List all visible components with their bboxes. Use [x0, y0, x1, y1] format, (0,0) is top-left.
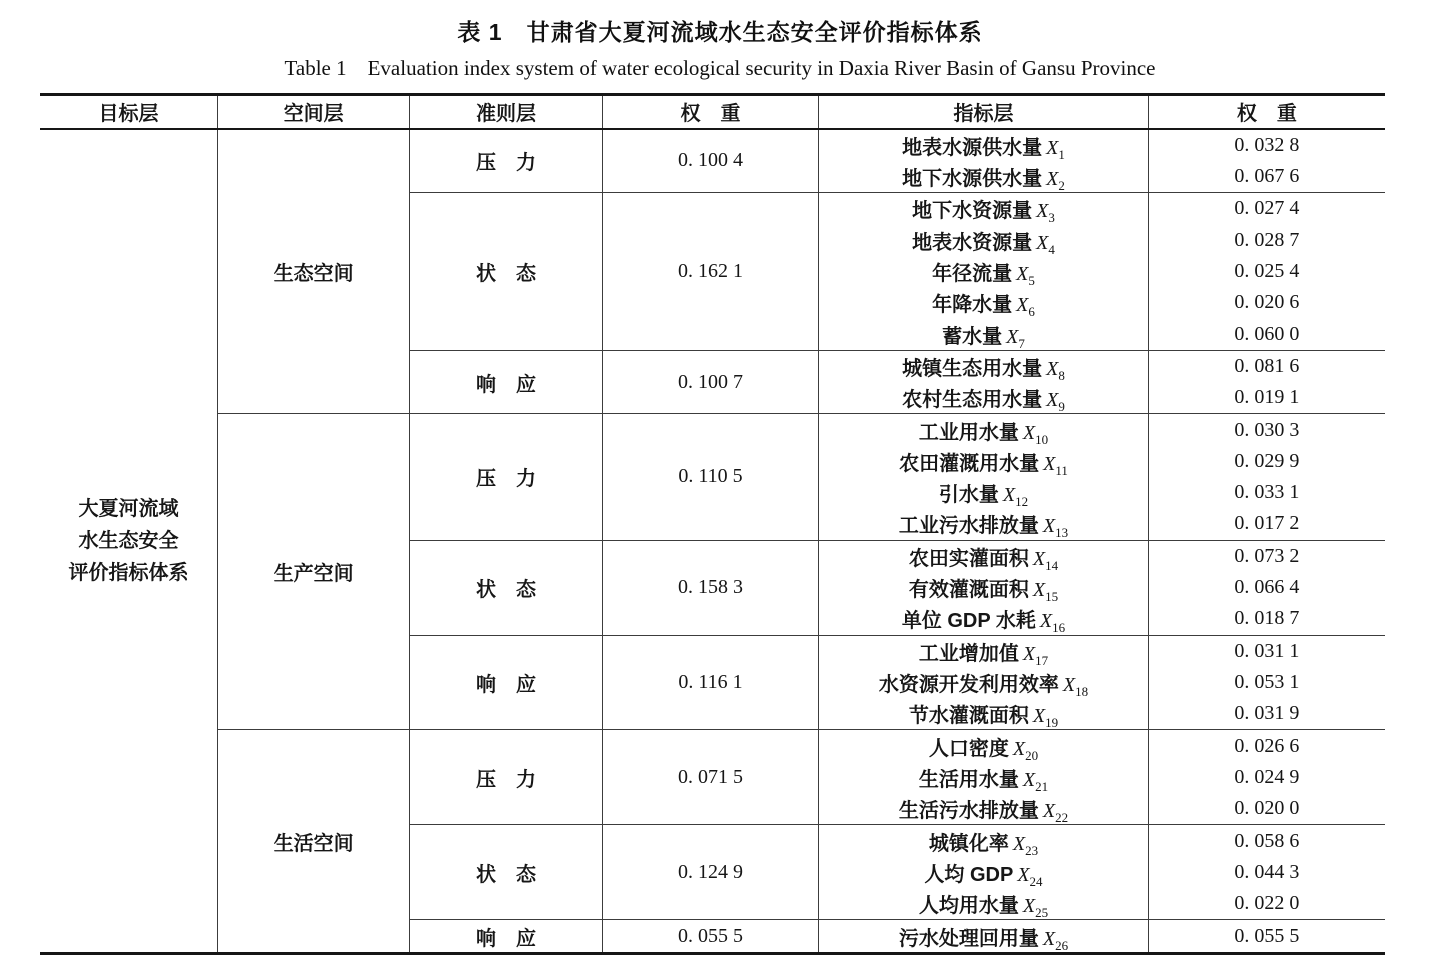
indicator-cell: [819, 572, 1149, 603]
indicator-weight-cell: 0. 027 4: [1148, 193, 1385, 225]
variable-symbol: X: [1012, 737, 1026, 760]
indicator-name: 农田灌溉用水量: [899, 452, 1040, 475]
indicator-cell: [819, 129, 1149, 161]
indicator-weight-cell: 0. 060 0: [1148, 318, 1385, 350]
indicator-variable: [1012, 832, 1039, 858]
variable-subscript: 8: [1058, 367, 1065, 383]
criterion-weight-cell: 0. 071 5: [602, 730, 819, 825]
variable-subscript: 7: [1018, 335, 1025, 351]
variable-subscript: 5: [1028, 272, 1035, 288]
indicator-name: 人均 GDP: [924, 863, 1014, 886]
table-row: [40, 129, 1385, 161]
variable-symbol: X: [1002, 484, 1016, 507]
variable-subscript: 17: [1035, 652, 1049, 668]
space-layer-cell: 生活空间: [218, 730, 410, 954]
indicator-variable: [1022, 895, 1049, 921]
indicator-variable: [1036, 200, 1055, 226]
indicator-name: 人口密度: [928, 737, 1009, 760]
variable-subscript: 1: [1058, 146, 1065, 162]
indicator-variable: [1012, 737, 1039, 763]
variable-symbol: X: [1042, 927, 1056, 950]
criterion-weight-cell: 0. 124 9: [602, 825, 819, 920]
target-layer-line: 评价指标体系: [68, 561, 189, 584]
indicator-cell: [819, 161, 1149, 193]
variable-symbol: X: [1062, 673, 1076, 696]
indicator-cell: [819, 762, 1149, 793]
indicator-variable: [1043, 452, 1068, 478]
indicator-cell: [819, 667, 1149, 698]
indicator-variable: [1006, 325, 1025, 351]
indicator-weight-cell: 0. 081 6: [1148, 350, 1385, 382]
variable-symbol: X: [1006, 325, 1019, 348]
variable-subscript: 25: [1035, 905, 1049, 921]
variable-symbol: X: [1036, 231, 1049, 254]
variable-subscript: 6: [1028, 304, 1035, 320]
indicator-cell: [819, 603, 1149, 635]
variable-symbol: X: [1046, 357, 1059, 380]
indicator-variable: [1036, 231, 1055, 257]
indicator-variable: [1022, 421, 1049, 447]
header-row: [40, 95, 1385, 129]
variable-subscript: 10: [1035, 431, 1049, 447]
indicator-variable: [1017, 863, 1043, 889]
criterion-cell: 响 应: [410, 350, 602, 414]
variable-symbol: X: [1036, 200, 1049, 223]
indicator-weight-cell: 0. 029 9: [1148, 446, 1385, 477]
criterion-weight-cell: 0. 100 4: [602, 129, 819, 193]
indicator-weight-cell: 0. 028 7: [1148, 225, 1385, 256]
variable-subscript: 19: [1045, 715, 1059, 731]
variable-symbol: X: [1046, 389, 1059, 412]
variable-symbol: X: [1022, 768, 1036, 791]
variable-symbol: X: [1016, 294, 1029, 317]
header-indicator-layer: 指标层: [819, 95, 1149, 129]
indicator-variable: [1042, 927, 1069, 953]
indicator-cell: [819, 857, 1149, 888]
variable-symbol: X: [1046, 136, 1059, 159]
criterion-weight-cell: 0. 158 3: [602, 540, 819, 635]
indicator-variable: [1062, 673, 1089, 699]
indicator-name: 农村生态用水量: [902, 389, 1043, 412]
header-criterion-weight: 权 重: [602, 95, 819, 129]
indicator-name: 城镇生态用水量: [902, 357, 1043, 380]
criterion-cell: 压 力: [410, 414, 602, 540]
indicator-name: 人均用水量: [918, 895, 1019, 918]
indicator-name: 生活用水量: [918, 768, 1019, 791]
indicator-variable: [1046, 389, 1065, 415]
indicator-weight-cell: 0. 067 6: [1148, 161, 1385, 193]
indicator-weight-cell: 0. 020 0: [1148, 793, 1385, 825]
criterion-cell: 状 态: [410, 825, 602, 920]
criterion-weight-cell: 0. 100 7: [602, 350, 819, 414]
criterion-weight-cell: 0. 162 1: [602, 193, 819, 351]
indicator-variable: [1032, 705, 1059, 731]
variable-symbol: X: [1042, 800, 1056, 823]
variable-subscript: 18: [1075, 683, 1089, 699]
criterion-cell: 响 应: [410, 920, 602, 954]
indicator-name: 单位 GDP 水耗: [901, 610, 1036, 633]
indicator-variable: [1002, 484, 1029, 510]
indicator-cell: [819, 225, 1149, 256]
indicator-name: 工业污水排放量: [898, 515, 1039, 538]
target-layer-line: 水生态安全: [78, 529, 179, 552]
variable-subscript: 11: [1055, 462, 1068, 478]
indicator-name: 农田实灌面积: [908, 547, 1029, 570]
indicator-cell: [819, 635, 1149, 667]
indicator-name: 节水灌溉面积: [908, 705, 1029, 728]
indicator-weight-cell: 0. 032 8: [1148, 129, 1385, 161]
indicator-cell: [819, 382, 1149, 414]
variable-symbol: X: [1032, 547, 1046, 570]
indicator-cell: [819, 414, 1149, 446]
header-target-layer: 目标层: [40, 95, 218, 129]
target-layer-cell: [40, 129, 218, 954]
indicator-weight-cell: 0. 025 4: [1148, 256, 1385, 287]
variable-subscript: 21: [1035, 778, 1049, 794]
indicator-weight-cell: 0. 044 3: [1148, 857, 1385, 888]
variable-subscript: 26: [1055, 937, 1069, 953]
indicator-variable: [1046, 357, 1065, 383]
indicator-name: 地表水源供水量: [902, 136, 1043, 159]
criterion-cell: 响 应: [410, 635, 602, 730]
indicator-cell: [819, 256, 1149, 287]
table-title-chinese: 表 1 甘肃省大夏河流域水生态安全评价指标体系: [457, 19, 983, 45]
variable-subscript: 9: [1058, 399, 1065, 415]
variable-symbol: X: [1022, 642, 1036, 665]
criterion-cell: 压 力: [410, 730, 602, 825]
indicator-variable: [1042, 800, 1069, 826]
indicator-name: 年径流量: [932, 262, 1013, 285]
variable-symbol: X: [1046, 168, 1059, 191]
indicator-weight-cell: 0. 031 1: [1148, 635, 1385, 667]
variable-subscript: 2: [1058, 178, 1065, 194]
criterion-cell: 状 态: [410, 193, 602, 351]
variable-subscript: 15: [1045, 589, 1059, 605]
variable-subscript: 12: [1015, 494, 1029, 510]
variable-symbol: X: [1022, 421, 1036, 444]
indicator-variable: [1046, 168, 1065, 194]
indicator-cell: [819, 540, 1149, 572]
indicator-cell: [819, 825, 1149, 857]
indicator-weight-cell: 0. 022 0: [1148, 888, 1385, 920]
criterion-weight-cell: 0. 116 1: [602, 635, 819, 730]
indicator-name: 蓄水量: [942, 325, 1003, 348]
indicator-name: 年降水量: [932, 294, 1013, 317]
indicator-weight-cell: 0. 031 9: [1148, 698, 1385, 730]
indicator-weight-cell: 0. 058 6: [1148, 825, 1385, 857]
indicator-variable: [1032, 547, 1059, 573]
variable-symbol: X: [1039, 610, 1053, 633]
indicator-weight-cell: 0. 019 1: [1148, 382, 1385, 414]
indicator-name: 地下水资源量: [912, 200, 1033, 223]
indicator-cell: [819, 888, 1149, 920]
indicator-weight-cell: 0. 018 7: [1148, 603, 1385, 635]
header-indicator-weight: 权 重: [1148, 95, 1385, 129]
variable-subscript: 4: [1048, 241, 1055, 257]
indicator-weight-cell: 0. 066 4: [1148, 572, 1385, 603]
criterion-cell: 压 力: [410, 129, 602, 193]
criterion-cell: 状 态: [410, 540, 602, 635]
indicator-variable: [1032, 579, 1059, 605]
variable-symbol: X: [1032, 579, 1046, 602]
variable-subscript: 14: [1045, 557, 1059, 573]
indicator-name: 工业用水量: [918, 421, 1019, 444]
variable-symbol: X: [1022, 895, 1036, 918]
indicator-cell: [819, 318, 1149, 350]
indicator-cell: [819, 350, 1149, 382]
indicator-cell: [819, 698, 1149, 730]
indicator-weight-cell: 0. 073 2: [1148, 540, 1385, 572]
indicator-name: 地表水资源量: [912, 231, 1033, 254]
indicator-name: 引水量: [938, 484, 999, 507]
indicator-cell: [819, 508, 1149, 540]
variable-subscript: 16: [1052, 620, 1066, 636]
variable-symbol: X: [1043, 452, 1056, 475]
variable-subscript: 22: [1055, 810, 1069, 826]
variable-symbol: X: [1012, 832, 1026, 855]
criterion-weight-cell: 0. 055 5: [602, 920, 819, 954]
indicator-name: 工业增加值: [918, 642, 1019, 665]
indicator-weight-cell: 0. 033 1: [1148, 477, 1385, 508]
indicator-variable: [1016, 262, 1035, 288]
criterion-weight-cell: 0. 110 5: [602, 414, 819, 540]
indicator-weight-cell: 0. 020 6: [1148, 287, 1385, 318]
indicator-cell: [819, 477, 1149, 508]
indicator-variable: [1046, 136, 1065, 162]
indicator-variable: [1022, 768, 1049, 794]
space-layer-cell: 生态空间: [218, 129, 410, 414]
target-layer-line: 大夏河流域: [78, 497, 179, 520]
indicator-variable: [1039, 610, 1066, 636]
header-space-layer: 空间层: [218, 95, 410, 129]
variable-symbol: X: [1042, 515, 1056, 538]
indicator-variable: [1042, 515, 1069, 541]
table-row: [40, 414, 1385, 446]
indicator-cell: [819, 287, 1149, 318]
table-title-english: Table 1 Evaluation index system of water ecological security in Daxia River Basin of Gansu Province: [284, 56, 1156, 80]
indicator-weight-cell: 0. 017 2: [1148, 508, 1385, 540]
table-header: [40, 95, 1385, 129]
space-layer-cell: 生产空间: [218, 414, 410, 730]
indicator-variable: [1022, 642, 1049, 668]
indicator-name: 城镇化率: [928, 832, 1009, 855]
indicator-cell: [819, 793, 1149, 825]
indicator-weight-cell: 0. 026 6: [1148, 730, 1385, 762]
variable-subscript: 23: [1025, 842, 1039, 858]
indicator-weight-cell: 0. 030 3: [1148, 414, 1385, 446]
variable-subscript: 20: [1025, 747, 1039, 763]
header-criterion-layer: 准则层: [410, 95, 602, 129]
indicator-cell: [819, 920, 1149, 954]
variable-symbol: X: [1032, 705, 1046, 728]
indicator-weight-cell: 0. 024 9: [1148, 762, 1385, 793]
indicator-cell: [819, 193, 1149, 225]
variable-subscript: 24: [1029, 873, 1043, 889]
indicator-name: 有效灌溉面积: [908, 579, 1029, 602]
indicator-weight-cell: 0. 055 5: [1148, 920, 1385, 954]
indicator-variable: [1016, 294, 1035, 320]
evaluation-index-table: [40, 93, 1385, 955]
table-body: [40, 129, 1385, 954]
table-row: [40, 730, 1385, 762]
indicator-cell: [819, 730, 1149, 762]
variable-subscript: 13: [1055, 525, 1069, 541]
variable-symbol: X: [1016, 262, 1029, 285]
indicator-name: 水资源开发利用效率: [878, 673, 1059, 696]
indicator-name: 生活污水排放量: [898, 800, 1039, 823]
variable-subscript: 3: [1048, 210, 1055, 226]
variable-symbol: X: [1017, 863, 1030, 886]
indicator-name: 污水处理回用量: [898, 927, 1039, 950]
indicator-cell: [819, 446, 1149, 477]
indicator-weight-cell: 0. 053 1: [1148, 667, 1385, 698]
indicator-name: 地下水源供水量: [902, 168, 1043, 191]
